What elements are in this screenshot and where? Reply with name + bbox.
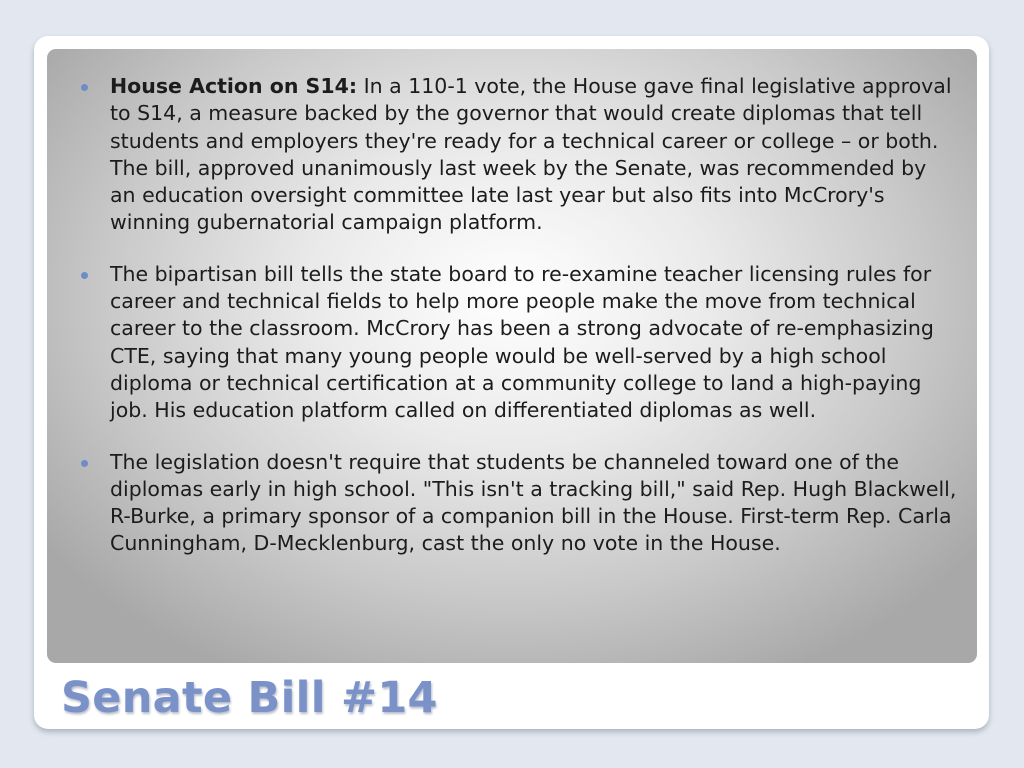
slide-title: Senate Bill #14	[61, 673, 438, 723]
slide-frame	[34, 36, 989, 729]
bullet-item-house-action	[77, 73, 957, 237]
bullet-dot-icon	[81, 272, 88, 279]
bullet-item-legislation	[77, 449, 957, 558]
bullet-body-text: The legislation doesn't require that students be channeled toward one of the diplomas early in high school. "This isn't a tracking bill," said Rep. Hugh Blackwell, R-Burke, a primary sponsor of a companion bill in the House. First-term Rep. Carla Cunningham, D-Mecklenburg, cast the only no vote in the House.	[110, 449, 957, 556]
bullet-list	[77, 73, 957, 582]
bullet-dot-icon	[81, 84, 88, 91]
content-panel	[47, 49, 977, 663]
bullet-body-text: In a 110-1 vote, the House gave final legislative approval to S14, a measure backed by the governor that would create diplomas that tell students and employers they're ready for a technical career or college – or both. The bill, approved unanimously last week by the Senate, was recommended by an education oversight committee late last year but also fits into McCrory's winning gubernatorial campaign platform.	[110, 74, 952, 235]
bullet-lead-text: House Action on S14:	[110, 74, 358, 98]
bullet-item-bipartisan-bill	[77, 261, 957, 425]
bullet-dot-icon	[81, 460, 88, 467]
bullet-body-text: The bipartisan bill tells the state board to re-examine teacher licensing rules for career and technical fields to help more people make the move from technical career to the classroom. McCrory has been a strong advocate of re-emphasizing CTE, saying that many young people would be well-served by a high school diploma or technical certification at a community college to land a high-paying job. His education platform called on differentiated diplomas as well.	[110, 261, 934, 423]
